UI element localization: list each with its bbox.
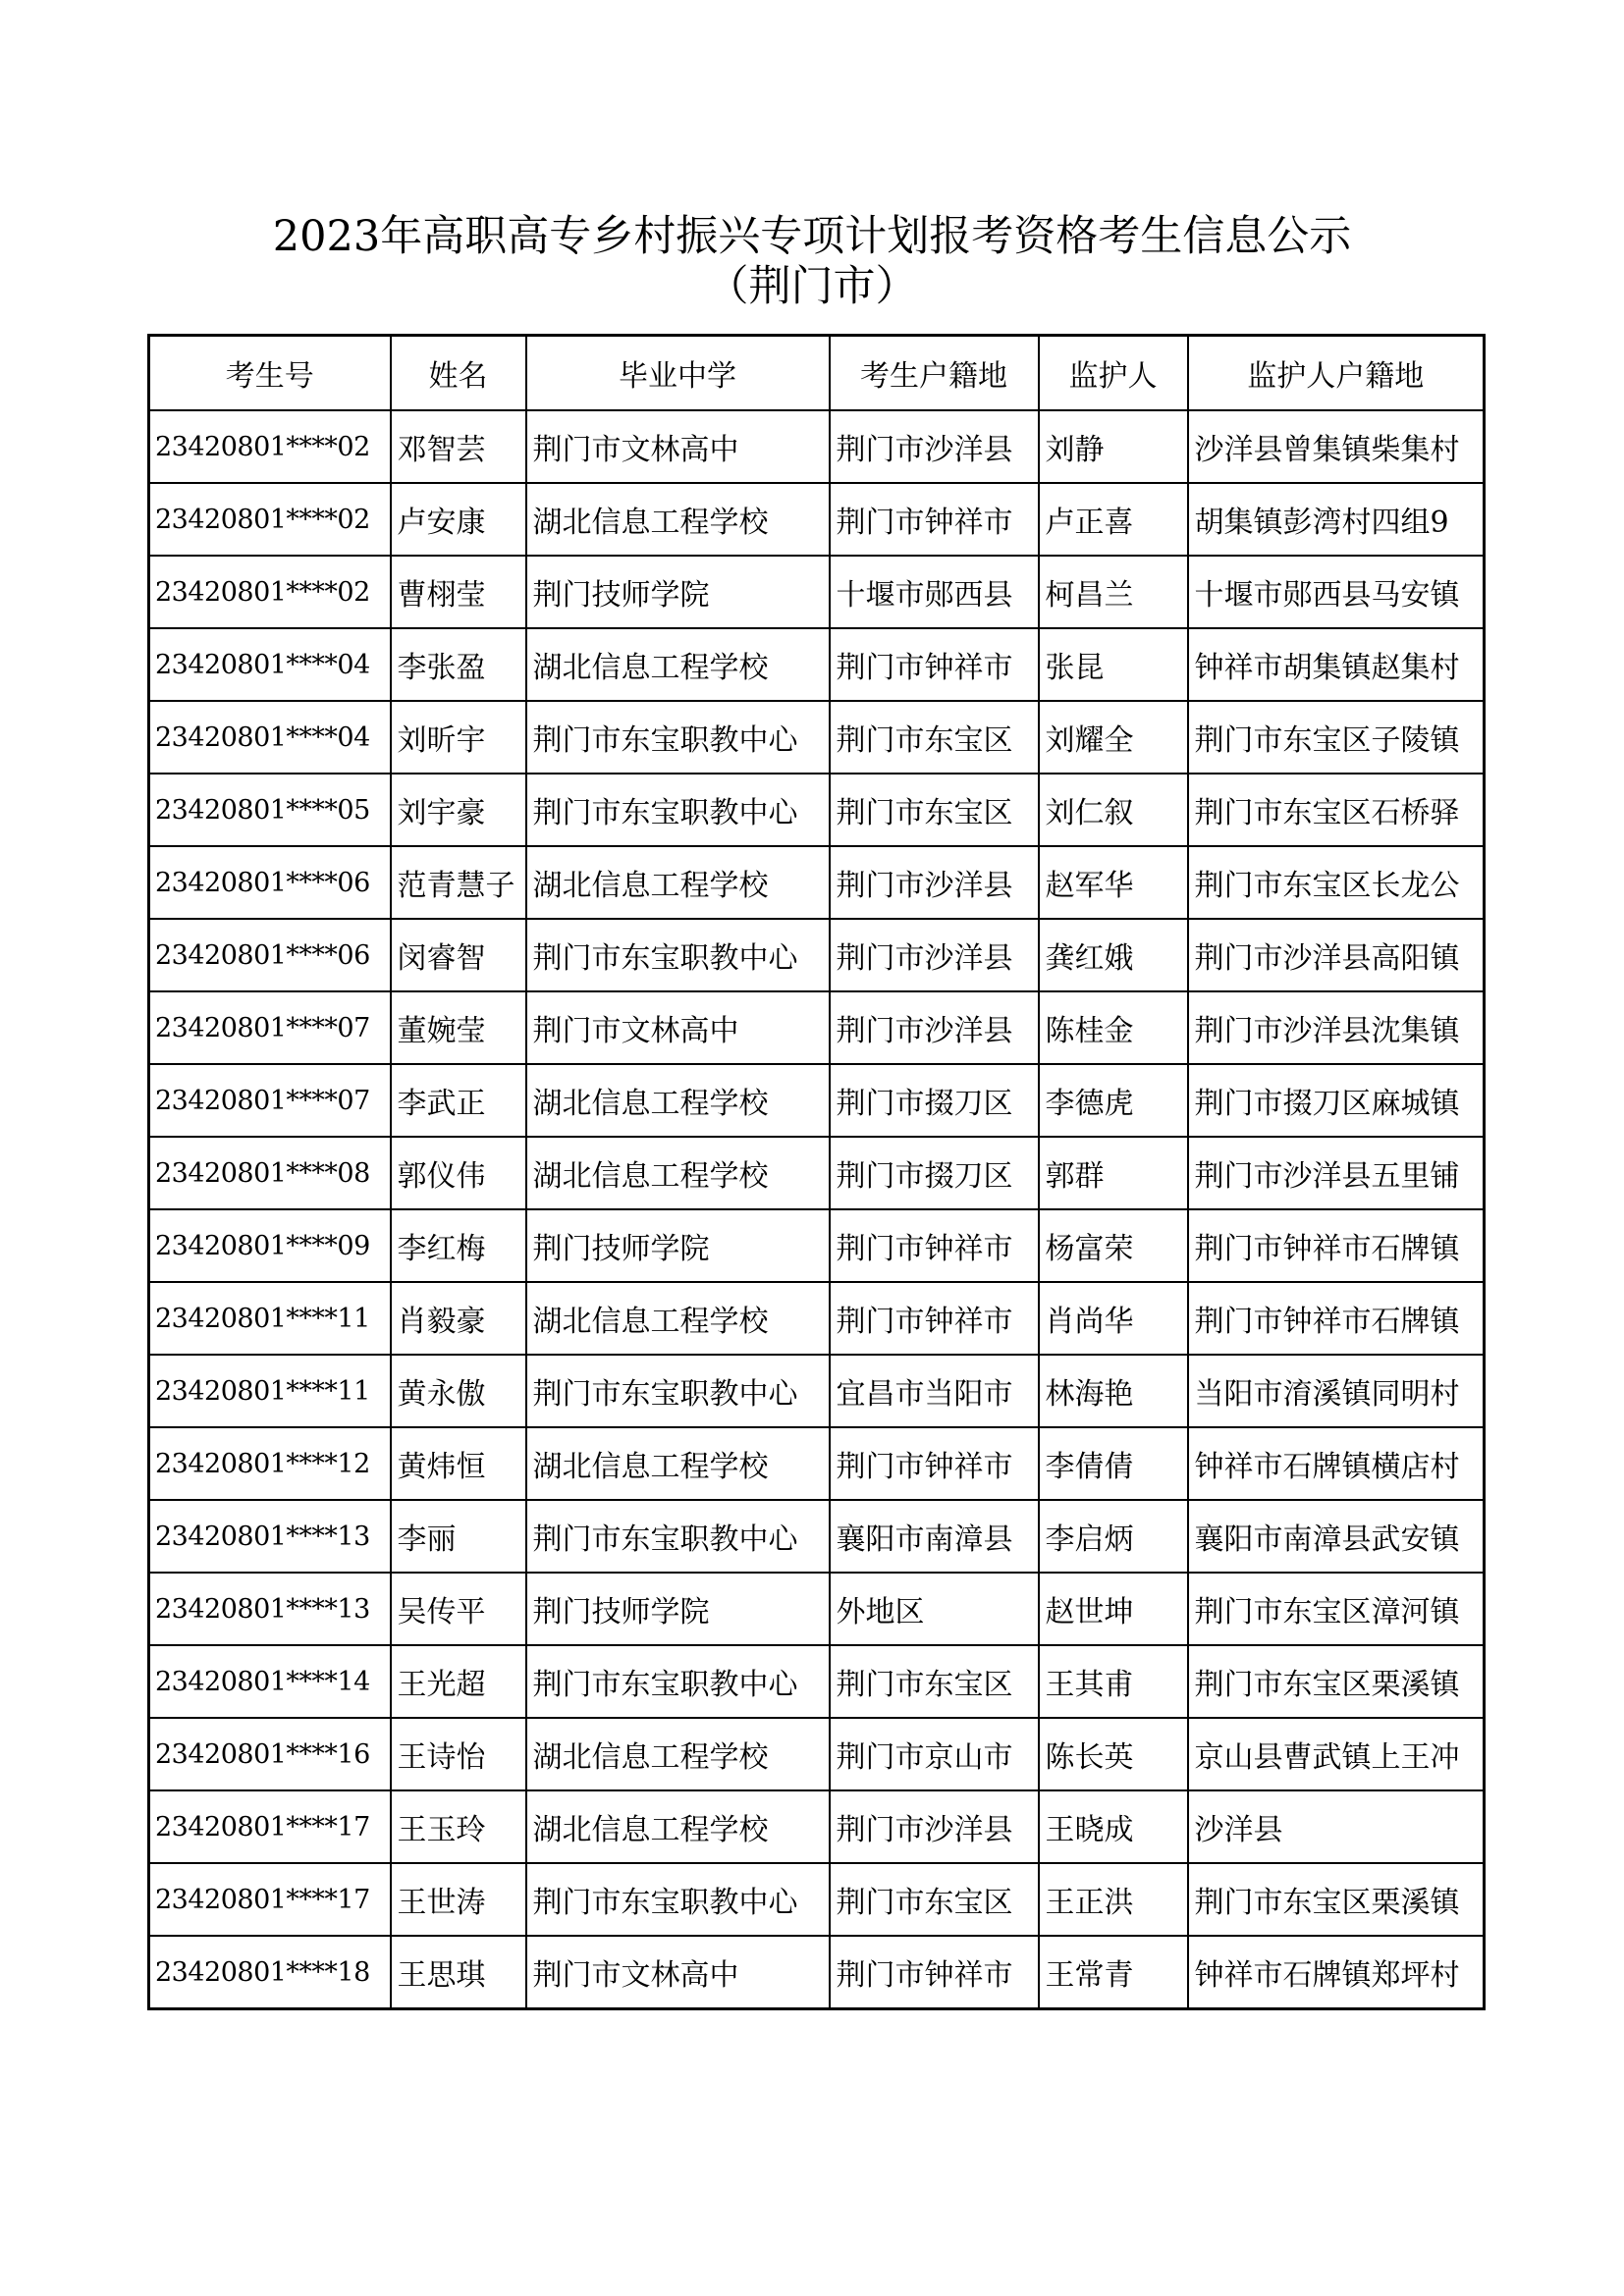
table-row <box>149 1427 1485 1500</box>
name-cell: 王光超 <box>391 1645 526 1718</box>
guardian-cell: 李启炳 <box>1039 1500 1188 1573</box>
exam-number-cell: 23420801****13 <box>149 1500 391 1573</box>
table-row <box>149 1137 1485 1209</box>
guardian-cell: 王其甫 <box>1039 1645 1188 1718</box>
exam-number-cell: 23420801****02 <box>149 556 391 628</box>
document-title: 2023年高职高专乡村振兴专项计划报考资格考生信息公示 <box>272 212 1352 261</box>
residence-cell: 荆门市钟祥市 <box>830 483 1039 556</box>
residence-cell: 荆门市钟祥市 <box>830 1936 1039 2009</box>
residence-cell: 荆门市沙洋县 <box>830 919 1039 991</box>
guardian-cell: 赵军华 <box>1039 846 1188 919</box>
school-cell: 湖北信息工程学校 <box>526 1064 830 1137</box>
table-row <box>149 628 1485 701</box>
header-residence: 考生户籍地 <box>830 336 1039 411</box>
document-subtitle: （荆门市） <box>706 262 918 311</box>
school-cell: 荆门技师学院 <box>526 556 830 628</box>
guardian-cell: 张昆 <box>1039 628 1188 701</box>
school-cell: 荆门市东宝职教中心 <box>526 774 830 846</box>
exam-number-cell: 23420801****17 <box>149 1863 391 1936</box>
exam-number-cell: 23420801****11 <box>149 1355 391 1427</box>
guardian-cell: 卢正喜 <box>1039 483 1188 556</box>
table-row <box>149 1863 1485 1936</box>
table-row <box>149 991 1485 1064</box>
name-cell: 吴传平 <box>391 1573 526 1645</box>
table-row <box>149 1209 1485 1282</box>
table-row <box>149 701 1485 774</box>
exam-number-cell: 23420801****18 <box>149 1936 391 2009</box>
guardian-cell: 陈桂金 <box>1039 991 1188 1064</box>
guardian-cell: 刘静 <box>1039 410 1188 483</box>
table-header <box>149 336 1485 411</box>
table-body <box>149 410 1485 2009</box>
guardian-residence-cell: 钟祥市胡集镇赵集村 <box>1188 628 1485 701</box>
table-row <box>149 1645 1485 1718</box>
school-cell: 荆门技师学院 <box>526 1209 830 1282</box>
table-row <box>149 1064 1485 1137</box>
guardian-residence-cell: 钟祥市石牌镇横店村 <box>1188 1427 1485 1500</box>
guardian-cell: 刘仁叙 <box>1039 774 1188 846</box>
school-cell: 湖北信息工程学校 <box>526 1718 830 1790</box>
exam-number-cell: 23420801****04 <box>149 628 391 701</box>
exam-number-cell: 23420801****13 <box>149 1573 391 1645</box>
guardian-residence-cell: 荆门市东宝区长龙公 <box>1188 846 1485 919</box>
residence-cell: 荆门市沙洋县 <box>830 1790 1039 1863</box>
residence-cell: 荆门市京山市 <box>830 1718 1039 1790</box>
name-cell: 王思琪 <box>391 1936 526 2009</box>
residence-cell: 荆门市掇刀区 <box>830 1137 1039 1209</box>
guardian-residence-cell: 荆门市钟祥市石牌镇 <box>1188 1209 1485 1282</box>
exam-number-cell: 23420801****07 <box>149 991 391 1064</box>
name-cell: 卢安康 <box>391 483 526 556</box>
header-guardian-residence: 监护人户籍地 <box>1188 336 1485 411</box>
guardian-residence-cell: 十堰市郧西县马安镇 <box>1188 556 1485 628</box>
header-name: 姓名 <box>391 336 526 411</box>
guardian-cell: 王晓成 <box>1039 1790 1188 1863</box>
guardian-residence-cell: 荆门市沙洋县沈集镇 <box>1188 991 1485 1064</box>
guardian-cell: 王常青 <box>1039 1936 1188 2009</box>
school-cell: 荆门市文林高中 <box>526 1936 830 2009</box>
name-cell: 董婉莹 <box>391 991 526 1064</box>
name-cell: 李丽 <box>391 1500 526 1573</box>
name-cell: 李红梅 <box>391 1209 526 1282</box>
name-cell: 范青慧子 <box>391 846 526 919</box>
school-cell: 荆门市东宝职教中心 <box>526 1500 830 1573</box>
guardian-cell: 王正洪 <box>1039 1863 1188 1936</box>
table-row <box>149 556 1485 628</box>
school-cell: 荆门市文林高中 <box>526 410 830 483</box>
guardian-cell: 龚红娥 <box>1039 919 1188 991</box>
exam-number-cell: 23420801****02 <box>149 483 391 556</box>
guardian-cell: 杨富荣 <box>1039 1209 1188 1282</box>
table-row <box>149 410 1485 483</box>
table-row <box>149 1500 1485 1573</box>
residence-cell: 十堰市郧西县 <box>830 556 1039 628</box>
school-cell: 湖北信息工程学校 <box>526 1137 830 1209</box>
guardian-cell: 李德虎 <box>1039 1064 1188 1137</box>
guardian-residence-cell: 沙洋县 <box>1188 1790 1485 1863</box>
residence-cell: 荆门市钟祥市 <box>830 1427 1039 1500</box>
guardian-cell: 李倩倩 <box>1039 1427 1188 1500</box>
name-cell: 黄炜恒 <box>391 1427 526 1500</box>
table-row <box>149 483 1485 556</box>
name-cell: 刘宇豪 <box>391 774 526 846</box>
school-cell: 湖北信息工程学校 <box>526 846 830 919</box>
guardian-residence-cell: 钟祥市石牌镇郑坪村 <box>1188 1936 1485 2009</box>
header-guardian: 监护人 <box>1039 336 1188 411</box>
table-row <box>149 774 1485 846</box>
guardian-residence-cell: 荆门市钟祥市石牌镇 <box>1188 1282 1485 1355</box>
name-cell: 闵睿智 <box>391 919 526 991</box>
school-cell: 荆门市东宝职教中心 <box>526 1355 830 1427</box>
guardian-residence-cell: 荆门市东宝区漳河镇 <box>1188 1573 1485 1645</box>
residence-cell: 荆门市沙洋县 <box>830 991 1039 1064</box>
residence-cell: 荆门市东宝区 <box>830 701 1039 774</box>
exam-number-cell: 23420801****05 <box>149 774 391 846</box>
name-cell: 李张盈 <box>391 628 526 701</box>
residence-cell: 荆门市东宝区 <box>830 1645 1039 1718</box>
school-cell: 湖北信息工程学校 <box>526 1282 830 1355</box>
exam-number-cell: 23420801****08 <box>149 1137 391 1209</box>
school-cell: 荆门市东宝职教中心 <box>526 1863 830 1936</box>
name-cell: 刘昕宇 <box>391 701 526 774</box>
school-cell: 荆门市文林高中 <box>526 991 830 1064</box>
table-row <box>149 1355 1485 1427</box>
table-row <box>149 1790 1485 1863</box>
guardian-residence-cell: 当阳市淯溪镇同明村 <box>1188 1355 1485 1427</box>
candidate-table <box>147 334 1486 2010</box>
school-cell: 荆门市东宝职教中心 <box>526 919 830 991</box>
guardian-residence-cell: 襄阳市南漳县武安镇 <box>1188 1500 1485 1573</box>
residence-cell: 襄阳市南漳县 <box>830 1500 1039 1573</box>
exam-number-cell: 23420801****07 <box>149 1064 391 1137</box>
header-exam-number: 考生号 <box>149 336 391 411</box>
guardian-residence-cell: 荆门市沙洋县高阳镇 <box>1188 919 1485 991</box>
guardian-residence-cell: 荆门市东宝区子陵镇 <box>1188 701 1485 774</box>
name-cell: 黄永傲 <box>391 1355 526 1427</box>
exam-number-cell: 23420801****11 <box>149 1282 391 1355</box>
guardian-residence-cell: 胡集镇彭湾村四组9 <box>1188 483 1485 556</box>
guardian-residence-cell: 京山县曹武镇上王冲 <box>1188 1718 1485 1790</box>
name-cell: 王世涛 <box>391 1863 526 1936</box>
title-block <box>0 211 1624 311</box>
guardian-cell: 林海艳 <box>1039 1355 1188 1427</box>
table-row <box>149 919 1485 991</box>
guardian-cell: 肖尚华 <box>1039 1282 1188 1355</box>
guardian-cell: 赵世坤 <box>1039 1573 1188 1645</box>
exam-number-cell: 23420801****04 <box>149 701 391 774</box>
residence-cell: 宜昌市当阳市 <box>830 1355 1039 1427</box>
exam-number-cell: 23420801****14 <box>149 1645 391 1718</box>
guardian-cell: 刘耀全 <box>1039 701 1188 774</box>
school-cell: 荆门技师学院 <box>526 1573 830 1645</box>
residence-cell: 荆门市东宝区 <box>830 1863 1039 1936</box>
residence-cell: 荆门市沙洋县 <box>830 410 1039 483</box>
guardian-residence-cell: 沙洋县曾集镇柴集村 <box>1188 410 1485 483</box>
guardian-residence-cell: 荆门市东宝区栗溪镇 <box>1188 1863 1485 1936</box>
exam-number-cell: 23420801****06 <box>149 846 391 919</box>
school-cell: 荆门市东宝职教中心 <box>526 1645 830 1718</box>
guardian-residence-cell: 荆门市掇刀区麻城镇 <box>1188 1064 1485 1137</box>
school-cell: 湖北信息工程学校 <box>526 1427 830 1500</box>
exam-number-cell: 23420801****02 <box>149 410 391 483</box>
name-cell: 李武正 <box>391 1064 526 1137</box>
school-cell: 荆门市东宝职教中心 <box>526 701 830 774</box>
residence-cell: 荆门市沙洋县 <box>830 846 1039 919</box>
exam-number-cell: 23420801****12 <box>149 1427 391 1500</box>
table-row <box>149 1282 1485 1355</box>
name-cell: 肖毅豪 <box>391 1282 526 1355</box>
exam-number-cell: 23420801****06 <box>149 919 391 991</box>
residence-cell: 荆门市钟祥市 <box>830 1209 1039 1282</box>
table-row <box>149 1573 1485 1645</box>
exam-number-cell: 23420801****09 <box>149 1209 391 1282</box>
guardian-residence-cell: 荆门市东宝区石桥驿 <box>1188 774 1485 846</box>
name-cell: 王诗怡 <box>391 1718 526 1790</box>
exam-number-cell: 23420801****17 <box>149 1790 391 1863</box>
name-cell: 邓智芸 <box>391 410 526 483</box>
guardian-residence-cell: 荆门市东宝区栗溪镇 <box>1188 1645 1485 1718</box>
exam-number-cell: 23420801****16 <box>149 1718 391 1790</box>
header-school: 毕业中学 <box>526 336 830 411</box>
residence-cell: 荆门市钟祥市 <box>830 628 1039 701</box>
residence-cell: 外地区 <box>830 1573 1039 1645</box>
name-cell: 曹栩莹 <box>391 556 526 628</box>
guardian-cell: 柯昌兰 <box>1039 556 1188 628</box>
header-row <box>149 336 1485 411</box>
residence-cell: 荆门市东宝区 <box>830 774 1039 846</box>
table-row <box>149 1718 1485 1790</box>
name-cell: 王玉玲 <box>391 1790 526 1863</box>
guardian-cell: 郭群 <box>1039 1137 1188 1209</box>
school-cell: 湖北信息工程学校 <box>526 483 830 556</box>
school-cell: 湖北信息工程学校 <box>526 628 830 701</box>
guardian-cell: 陈长英 <box>1039 1718 1188 1790</box>
residence-cell: 荆门市掇刀区 <box>830 1064 1039 1137</box>
name-cell: 郭仪伟 <box>391 1137 526 1209</box>
table-row <box>149 1936 1485 2009</box>
school-cell: 湖北信息工程学校 <box>526 1790 830 1863</box>
residence-cell: 荆门市钟祥市 <box>830 1282 1039 1355</box>
table-row <box>149 846 1485 919</box>
guardian-residence-cell: 荆门市沙洋县五里铺 <box>1188 1137 1485 1209</box>
